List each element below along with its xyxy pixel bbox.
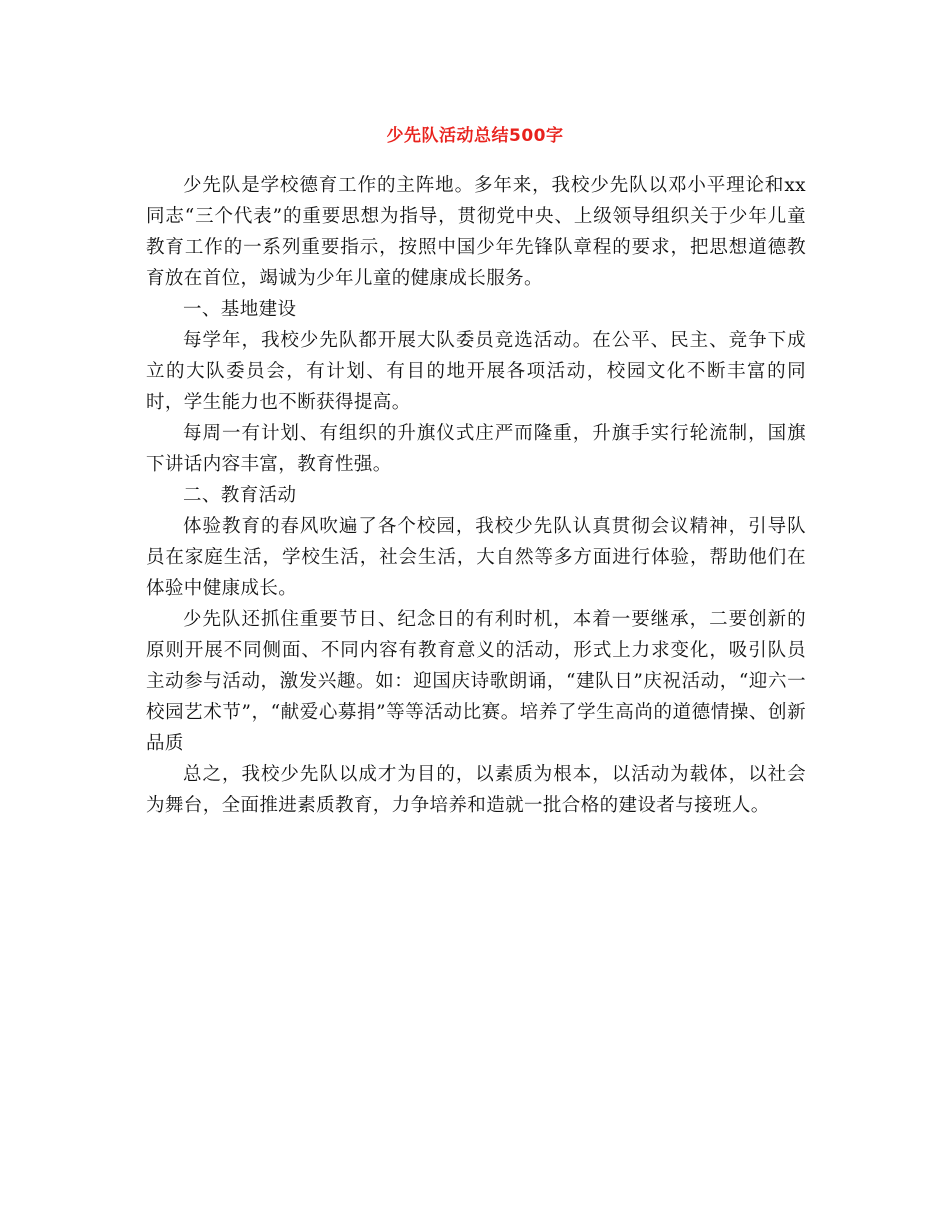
paragraph-holiday-activities: 少先队还抓住重要节日、纪念日的有利时机，本着一要继承，二要创新的原则开展不同侧面、不同内容有教育意义的活动，形式上力求变化，吸引队员主动参与活动，激发兴趣。如：迎国庆诗歌朗诵，“建队日”庆祝活动，“迎六一校园艺术节”，“献爱心募捐”等等活动比赛。培养了学生高尚的道德情操、创新品质 (146, 609, 806, 754)
paragraph-conclusion: 总之，我校少先队以成才为目的，以素质为根本，以活动为载体，以社会为舞台，全面推进素质教育，力争培养和造就一批合格的建设者与接班人。 (146, 764, 806, 816)
document-title: 少先队活动总结500字 (386, 126, 564, 146)
paragraph-intro: 少先队是学校德育工作的主阵地。多年来，我校少先队以邓小平理论和xx同志“三个代表”的重要思想为指导，贯彻党中央、上级领导组织关于少年儿童教育工作的一系列重要指示，按照中国少年先锋队章程的要求，把思想道德教育放在首位，竭诚为少年儿童的健康成长服务。 (146, 175, 806, 289)
section-heading-educational-activities: 二、教育活动 (183, 485, 297, 506)
document-body (146, 170, 806, 821)
paragraph-flag-ceremony: 每周一有计划、有组织的升旗仪式庄严而隆重，升旗手实行轮流制，国旗下讲话内容丰富，教育性强。 (146, 423, 806, 475)
paragraph-committee-election: 每学年，我校少先队都开展大队委员竞选活动。在公平、民主、竞争下成立的大队委员会，有计划、有目的地开展各项活动，校园文化不断丰富的同时，学生能力也不断获得提高。 (146, 330, 806, 413)
paragraph-experience-education: 体验教育的春风吹遍了各个校园，我校少先队认真贯彻会议精神，引导队员在家庭生活，学校生活，社会生活，大自然等多方面进行体验，帮助他们在体验中健康成长。 (146, 516, 806, 599)
section-heading-base-construction: 一、基地建设 (183, 299, 297, 320)
